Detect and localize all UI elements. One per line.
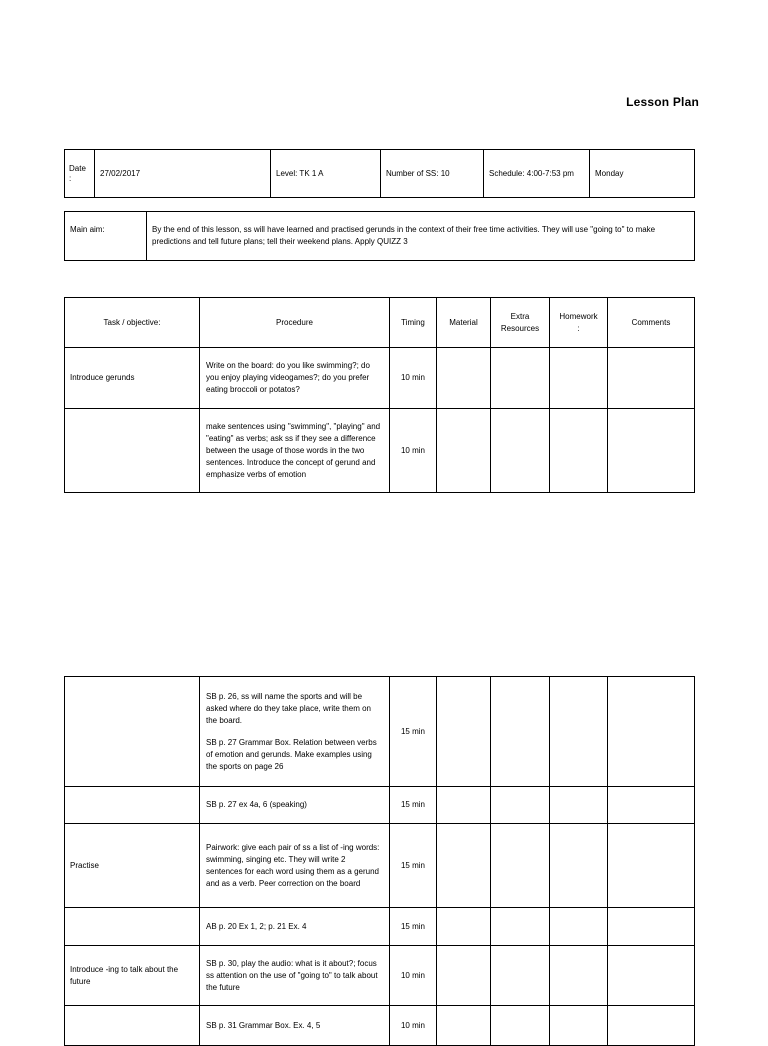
material-cell xyxy=(437,1006,491,1046)
header-homework: Homework : xyxy=(550,298,608,348)
extra-resources-cell xyxy=(491,787,550,824)
procedure-cell xyxy=(200,824,390,908)
number-of-ss: Number of SS: 10 xyxy=(381,150,484,198)
table-row xyxy=(65,1006,695,1046)
table-header-row xyxy=(65,298,695,348)
lesson-plan-table-1 xyxy=(64,297,695,493)
procedure-text: SB p. 30, play the audio: what is it about?; focus ss attention on the use of "going to" to talk about the future xyxy=(206,958,378,992)
timing-cell: 10 min xyxy=(390,348,437,409)
schedule-value: Schedule: 4:00-7:53 pm xyxy=(484,150,590,198)
header-procedure: Procedure xyxy=(200,298,390,348)
table-row xyxy=(65,348,695,409)
homework-cell xyxy=(550,787,608,824)
main-aim-text: By the end of this lesson, ss will have learned and practised gerunds in the context of their free time activities. They will use "going to" to make predictions and tell future plans; tell their weekend plans. Apply QUIZZ 3 xyxy=(147,212,695,261)
procedure-cell xyxy=(200,908,390,946)
procedure-cell xyxy=(200,409,390,493)
table-row xyxy=(65,824,695,908)
comments-cell xyxy=(608,824,695,908)
material-cell xyxy=(437,946,491,1006)
header-task: Task / objective: xyxy=(65,298,200,348)
procedure-cell xyxy=(200,787,390,824)
procedure-text: SB p. 27 Grammar Box. Relation between verbs of emotion and gerunds. Make examples using the sports on page 26 xyxy=(206,737,377,771)
homework-cell xyxy=(550,409,608,493)
timing-cell: 10 min xyxy=(390,1006,437,1046)
date-label: Date : xyxy=(65,150,95,198)
timing-cell: 10 min xyxy=(390,946,437,1006)
comments-cell xyxy=(608,677,695,787)
day-value: Monday xyxy=(590,150,695,198)
table-row xyxy=(65,946,695,1006)
material-cell xyxy=(437,824,491,908)
extra-resources-cell xyxy=(491,946,550,1006)
material-cell xyxy=(437,409,491,493)
procedure-cell xyxy=(200,677,390,787)
procedure-text: AB p. 20 Ex 1, 2; p. 21 Ex. 4 xyxy=(206,921,307,931)
task-cell xyxy=(65,908,200,946)
task-cell: Practise xyxy=(65,824,200,908)
procedure-text: SB p. 31 Grammar Box. Ex. 4, 5 xyxy=(206,1020,321,1030)
procedure-cell xyxy=(200,1006,390,1046)
table-row xyxy=(65,908,695,946)
procedure-text: SB p. 27 ex 4a, 6 (speaking) xyxy=(206,800,307,809)
homework-cell xyxy=(550,946,608,1006)
document-title: Lesson Plan xyxy=(626,95,699,109)
extra-resources-cell xyxy=(491,677,550,787)
procedure-text: SB p. 26, ss will name the sports and will be asked where do they take place, write them on the board. xyxy=(206,691,371,725)
homework-cell xyxy=(550,908,608,946)
material-cell xyxy=(437,677,491,787)
extra-resources-cell xyxy=(491,908,550,946)
procedure-cell xyxy=(200,946,390,1006)
comments-cell xyxy=(608,908,695,946)
date-value: 27/02/2017 xyxy=(95,150,271,198)
task-cell: Introduce gerunds xyxy=(65,348,200,409)
header-material: Material xyxy=(437,298,491,348)
lesson-plan-table-2 xyxy=(64,676,695,1046)
task-cell xyxy=(65,1006,200,1046)
main-aim-table xyxy=(64,211,695,261)
procedure-cell xyxy=(200,348,390,409)
main-aim-label: Main aim: xyxy=(65,212,147,261)
material-cell xyxy=(437,908,491,946)
extra-resources-cell xyxy=(491,1006,550,1046)
table-row xyxy=(65,787,695,824)
procedure-text: Write on the board: do you like swimming?; do you enjoy playing videogames?; do you prefer eating broccoli or potatos? xyxy=(206,361,370,394)
task-cell xyxy=(65,409,200,493)
material-cell xyxy=(437,348,491,409)
timing-cell: 15 min xyxy=(390,787,437,824)
task-cell: Introduce -ing to talk about the future xyxy=(65,946,200,1006)
homework-cell xyxy=(550,1006,608,1046)
header-extra-resources: Extra Resources xyxy=(491,298,550,348)
homework-cell xyxy=(550,348,608,409)
comments-cell xyxy=(608,1006,695,1046)
header-timing: Timing xyxy=(390,298,437,348)
timing-cell: 10 min xyxy=(390,409,437,493)
level-value: Level: TK 1 A xyxy=(271,150,381,198)
comments-cell xyxy=(608,946,695,1006)
timing-cell: 15 min xyxy=(390,824,437,908)
extra-resources-cell xyxy=(491,824,550,908)
extra-resources-cell xyxy=(491,348,550,409)
comments-cell xyxy=(608,787,695,824)
timing-cell: 15 min xyxy=(390,908,437,946)
header-comments: Comments xyxy=(608,298,695,348)
procedure-text: Pairwork: give each pair of ss a list of -ing words: swimming, singing etc. They will write 2 sentences for each word using them as a gerund and as a verb. Peer correction on the board xyxy=(206,842,380,888)
material-cell xyxy=(437,787,491,824)
info-table xyxy=(64,149,695,198)
table-row xyxy=(65,409,695,493)
timing-cell: 15 min xyxy=(390,677,437,787)
homework-cell xyxy=(550,824,608,908)
task-cell xyxy=(65,677,200,787)
task-cell xyxy=(65,787,200,824)
table-row xyxy=(65,677,695,787)
homework-cell xyxy=(550,677,608,787)
procedure-text: make sentences using "swimming", "playing" and "eating" as verbs; ask ss if they see a difference between the usage of those words in the two sentences. Introduce the concept of gerund and emphasize verbs of emotion xyxy=(206,421,381,479)
extra-resources-cell xyxy=(491,409,550,493)
comments-cell xyxy=(608,409,695,493)
comments-cell xyxy=(608,348,695,409)
